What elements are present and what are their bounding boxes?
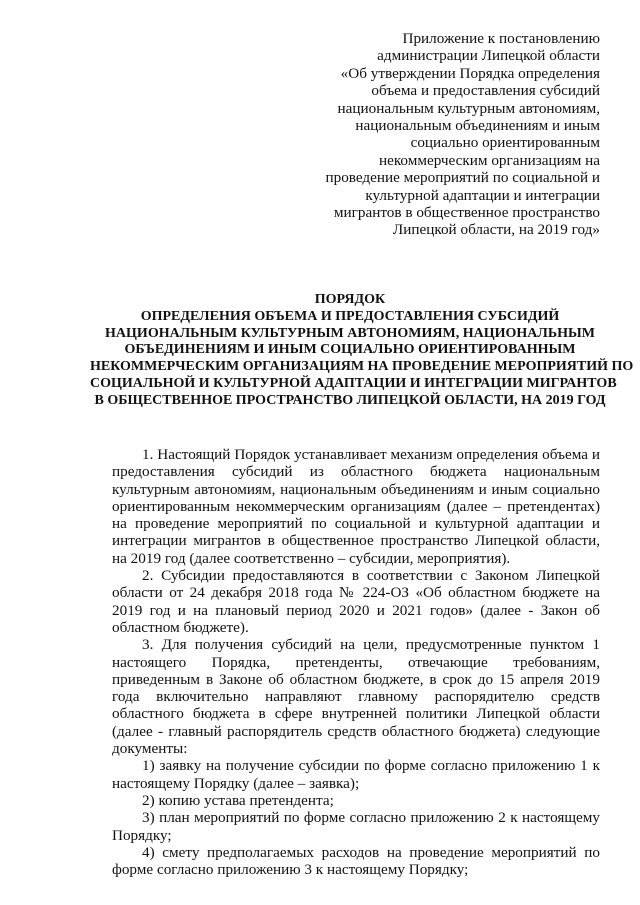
document-body <box>112 446 600 878</box>
document-title <box>90 292 634 410</box>
title-line: В ОБЩЕСТВЕННОЕ ПРОСТРАНСТВО ЛИПЕЦКОЙ ОБЛАСТИ, НА 2019 ГОД <box>94 392 606 408</box>
annex-line: мигрантов в общественное пространство <box>333 204 600 222</box>
paragraph-1: 1. Настоящий Порядок устанавливает механизм определения объема и предоставления субсидий из областного бюджета национальным культурным автономиям, национальным объединениям и иным социально ориентированным некоммерческим организациям (далее – претендентах) на проведение мероприятий по социальной и культурной адаптации и интеграции мигрантов в общественное пространство Липецкой области, на 2019 год (далее соответственно – субсидии, мероприятия). <box>112 446 600 567</box>
annex-line: проведение мероприятий по социальной и <box>325 169 600 187</box>
annex-line: национальным культурным автономиям, <box>337 99 600 117</box>
paragraph-3: 3. Для получения субсидий на цели, предусмотренные пунктом 1 настоящего Порядка, претенденты, отвечающие требованиям, приведенным в Законе об областном бюджете, в срок до 15 апреля 2019 года включительно направляют главному распорядителю средств областного бюджета в сфере внутренней политики Липецкой области (далее - главный распорядитель средств областного бюджета) следующие документы: <box>112 636 600 758</box>
annex-line: объема и предоставления субсидий <box>371 82 600 100</box>
title-line: ОПРЕДЕЛЕНИЯ ОБЪЕМА И ПРЕДОСТАВЛЕНИЯ СУБСИДИЙ <box>140 308 560 324</box>
annex-line: Липецкой области, на 2019 год» <box>392 221 600 239</box>
title-line: ПОРЯДОК <box>314 292 386 307</box>
annex-line: культурной адаптации и интеграции <box>365 186 600 204</box>
annex-line: Приложение к постановлению <box>402 30 600 47</box>
list-item-2: 2) копию устава претендента; <box>142 791 334 809</box>
annex-line: «Об утверждении Порядка определения <box>340 64 600 82</box>
list-item-1: 1) заявку на получение субсидии по форме согласно приложению 1 к настоящему Порядку (далее – заявка); <box>112 757 600 792</box>
list-item-4: 4) смету предполагаемых расходов на проведение мероприятий по форме согласно приложению 3 к настоящему Порядку; <box>112 843 600 879</box>
annex-line: некоммерческим организациям на <box>378 151 600 169</box>
annex-line: национальным объединениям и иным <box>355 117 600 135</box>
paragraph-2: 2. Субсидии предоставляются в соответствии с Законом Липецкой области от 24 декабря 2018 года № 224-ОЗ «Об областном бюджете на 2019 год и на плановый период 2020 и 2021 годов» (далее - Закон об областном бюджете). <box>112 567 600 636</box>
list-item-3: 3) план мероприятий по форме согласно приложению 2 к настоящему Порядку; <box>112 809 600 844</box>
annex-line: социально ориентированным <box>410 134 600 152</box>
title-line: СОЦИАЛЬНОЙ И КУЛЬТУРНОЙ АДАПТАЦИИ И ИНТЕГРАЦИИ МИГРАНТОВ <box>90 375 617 391</box>
annex-line: администрации Липецкой области <box>377 47 600 65</box>
title-line: НЕКОММЕРЧЕСКИМ ОРГАНИЗАЦИЯМ НА ПРОВЕДЕНИЕ МЕРОПРИЯТИЙ ПО <box>90 359 634 375</box>
title-line: ОБЪЕДИНЕНИЯМ И ИНЫМ СОЦИАЛЬНО ОРИЕНТИРОВАННЫМ <box>124 342 576 358</box>
title-line: НАЦИОНАЛЬНЫМ КУЛЬТУРНЫМ АВТОНОМИЯМ, НАЦИОНАЛЬНЫМ <box>105 325 595 341</box>
annex-header <box>300 30 600 239</box>
